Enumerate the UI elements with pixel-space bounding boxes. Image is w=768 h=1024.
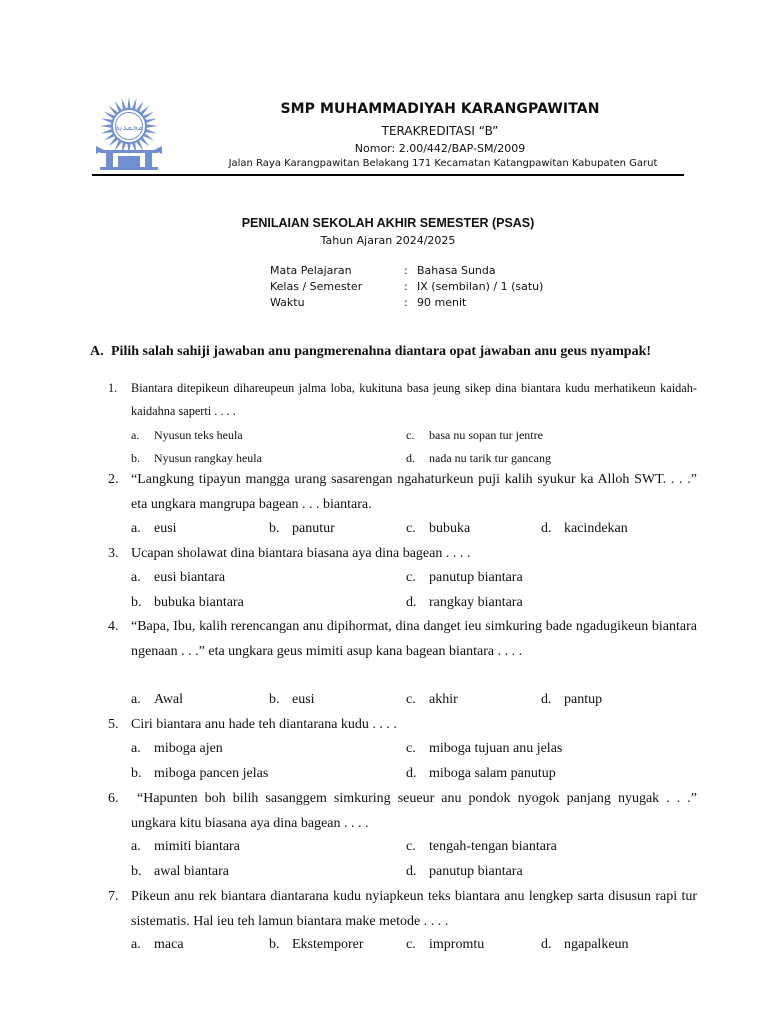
logo-ray <box>108 138 117 147</box>
info-colon: : <box>404 296 408 309</box>
accreditation-number: Nomor: 2.00/442/BAP-SM/2009 <box>354 142 526 155</box>
info-colon: : <box>404 280 408 293</box>
question-4 <box>92 615 697 664</box>
section-a-instruction <box>90 342 697 362</box>
info-colon: : <box>404 264 408 277</box>
option-c[interactable]: c. akhir <box>406 692 458 707</box>
logo-ray <box>100 124 111 127</box>
logo-ray <box>144 134 154 141</box>
question-text: Ucapan sholawat dina biantara biasana aya dina bagean . . . . <box>131 546 471 561</box>
option-c[interactable]: c. panutup biantara <box>406 570 523 585</box>
info-label: Kelas / Semester <box>270 280 363 293</box>
logo-ray <box>146 118 157 122</box>
academic-year: Tahun Ajaran 2024/2025 <box>320 234 456 247</box>
option-b[interactable]: b. eusi <box>269 692 315 707</box>
option-b[interactable]: b. bubuka biantara <box>131 595 244 610</box>
logo-ray <box>108 105 117 114</box>
option-d[interactable]: d. miboga salam panutup <box>406 766 556 781</box>
logo-ray <box>144 112 154 119</box>
muhammadiyah-logo <box>90 96 168 170</box>
question-text: “Bapa, Ibu, kalih rerencangan anu dipihormat, dina danget ieu simkuring bade ngadugikeun biantara ngenaan . . .” eta ungkara geus mimiti asup kana bagean biantara . . . . <box>131 619 697 659</box>
exam-title: PENILAIAN SEKOLAH AKHIR SEMESTER (PSAS) <box>241 216 535 230</box>
option-a[interactable]: a. miboga ajen <box>131 741 223 756</box>
question-3 <box>92 542 697 567</box>
option-b[interactable]: b. Nyusun rangkay heula <box>131 451 262 465</box>
option-d[interactable]: d. rangkay biantara <box>406 595 523 610</box>
logo-ray <box>121 98 125 109</box>
accreditation-status: TERAKREDITASI “B” <box>381 124 499 138</box>
question-number: 1. <box>108 381 118 395</box>
option-d[interactable]: d. nada nu tarik tur gancang <box>406 451 551 465</box>
question-number: 2. <box>108 472 119 487</box>
info-value: Bahasa Sunda <box>417 264 496 277</box>
option-a[interactable]: a. Nyusun teks heula <box>131 428 243 442</box>
logo-ray <box>104 134 114 141</box>
question-text: Biantara ditepikeun dihareupeun jalma loba, kukituna basa jeung sikep dina biantara kudu merhatikeun kaidah-kaidahna saperti . . . . <box>131 381 697 418</box>
logo-ray <box>137 141 144 151</box>
option-a[interactable]: a. eusi biantara <box>131 570 226 585</box>
logo-ray <box>141 105 150 114</box>
option-d[interactable]: d. kacindekan <box>541 521 628 536</box>
option-b[interactable]: b. panutur <box>269 521 335 536</box>
option-c[interactable]: c. basa nu sopan tur jentre <box>406 428 543 442</box>
info-label: Waktu <box>270 296 305 309</box>
logo-ray <box>147 124 158 127</box>
section-letter: A. <box>90 344 104 359</box>
option-b[interactable]: b. miboga pancen jelas <box>131 766 269 781</box>
option-c[interactable]: c. miboga tujuan anu jelas <box>406 741 563 756</box>
question-number: 3. <box>108 546 119 561</box>
question-text: Ciri biantara anu hade teh diantarana kudu . . . . <box>131 717 397 732</box>
logo-ray <box>127 144 130 155</box>
question-number: 7. <box>108 889 119 904</box>
logo-ray <box>137 101 144 111</box>
svg-text:محمدية: محمدية <box>115 123 143 133</box>
logo-ray <box>104 112 114 119</box>
header-divider <box>92 174 684 176</box>
option-c[interactable]: c. impromtu <box>406 937 485 952</box>
question-number: 6. <box>108 791 119 806</box>
logo-ray <box>141 138 150 147</box>
question-7 <box>92 885 697 934</box>
logo-ray <box>115 141 122 151</box>
option-d[interactable]: d. panutup biantara <box>406 864 523 879</box>
option-a[interactable]: a. Awal <box>131 692 184 707</box>
logo-ray <box>132 98 136 109</box>
logo-ray <box>127 97 130 108</box>
option-b[interactable]: b. Ekstemporer <box>269 937 364 952</box>
option-a[interactable]: a. maca <box>131 937 184 952</box>
question-1 <box>92 377 697 423</box>
option-c[interactable]: c. tengah-tengan biantara <box>406 839 557 854</box>
question-text: “Hapunten boh bilih sasanggem simkuring seueur anu pondok nyogok panjang nyugak . . .” ungkara kitu biasana aya dina bagean . . . . <box>131 791 697 831</box>
option-b[interactable]: b. awal biantara <box>131 864 230 879</box>
info-label: Mata Pelajaran <box>270 264 352 277</box>
question-6 <box>92 787 697 836</box>
option-d[interactable]: d. ngapalkeun <box>541 937 629 952</box>
question-number: 5. <box>108 717 119 732</box>
option-a[interactable]: a. mimiti biantara <box>131 839 240 854</box>
question-number: 4. <box>108 619 119 634</box>
info-value: IX (sembilan) / 1 (satu) <box>417 280 544 293</box>
question-5 <box>92 713 697 738</box>
option-d[interactable]: d. pantup <box>541 692 603 707</box>
section-instruction-text: Pilih salah sahiji jawaban anu pangmerenahna diantara opat jawaban anu geus nyampak! <box>111 344 652 359</box>
info-value: 90 menit <box>417 296 467 309</box>
question-text: “Langkung tipayun mangga urang sasarengan ngahaturkeun puji kalih syukur ka Alloh SWT. . . .” eta ungkara mangrupa bagean . . . biantara. <box>131 472 697 512</box>
logo-ray <box>101 129 112 133</box>
logo-ray <box>101 118 112 122</box>
option-c[interactable]: c. bubuka <box>406 521 471 536</box>
question-text: Pikeun anu rek biantara diantarana kudu nyiapkeun teks biantara anu lengkep sarta disusun rapi tur sistematis. Hal ieu teh lamun biantara make metode . . . . <box>131 889 697 929</box>
option-a[interactable]: a. eusi <box>131 521 177 536</box>
question-2 <box>92 468 697 517</box>
logo-ray <box>115 101 122 111</box>
logo-ray <box>146 129 157 133</box>
school-address: Jalan Raya Karangpawitan Belakang 171 Kecamatan Katangpawitan Kabupaten Garut <box>228 158 658 169</box>
school-name: SMP MUHAMMADIYAH KARANGPAWITAN <box>280 101 600 117</box>
